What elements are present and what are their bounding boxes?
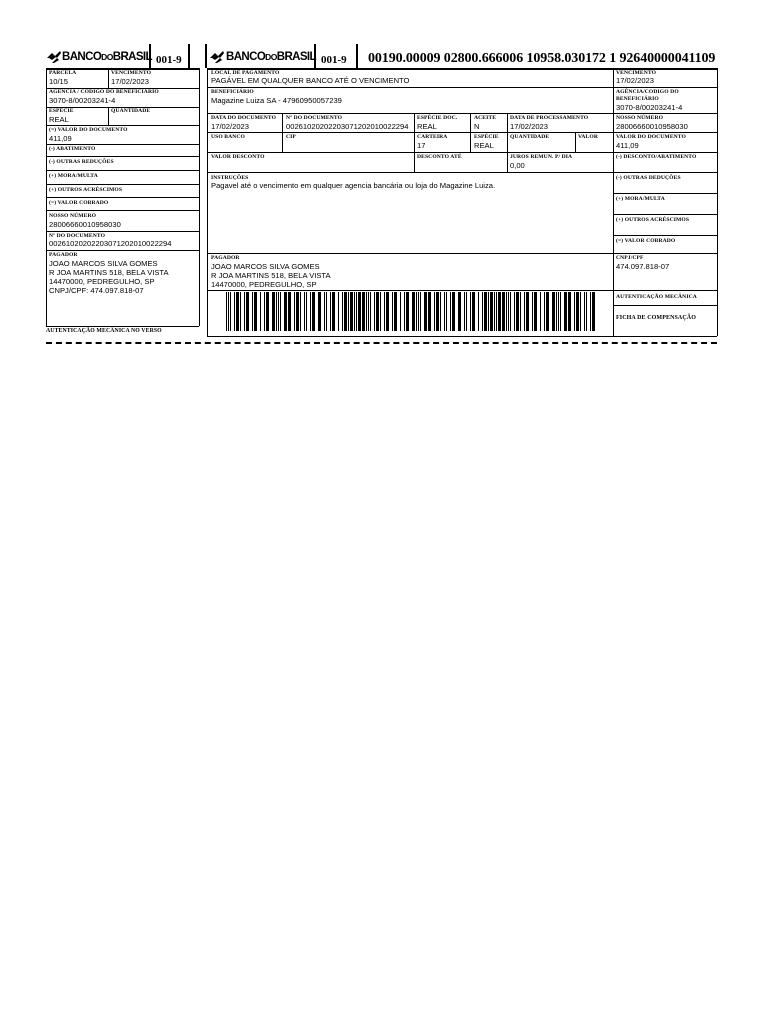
receipt-nosso-numero-label: NOSSO NÚMERO — [49, 213, 97, 219]
cut-line — [46, 342, 717, 344]
bank-logo-text — [226, 52, 316, 64]
bank-name-part2: DO — [265, 52, 277, 62]
juros-label: JUROS REMUN. P/ DIA — [510, 154, 573, 160]
receipt-pagador-cnpj: CNPJ/CPF: 474.097.818-07 — [49, 286, 144, 295]
bank-name-part3: BRASIL — [276, 51, 316, 63]
receipt-outras-reducoes-label: (-) OUTRAS REDUÇÕES — [49, 159, 114, 165]
slip-valor-documento-label: VALOR DO DOCUMENTO — [616, 134, 686, 140]
receipt-agencia-label: AGENCIA / CODIGO DO BENEFICIÁRIO — [49, 89, 159, 95]
data-processamento-value: 17/02/2023 — [510, 122, 549, 131]
receipt-pagador-line1: JOAO MARCOS SILVA GOMES — [49, 259, 158, 268]
bank-name-part3: BRASIL — [112, 51, 152, 63]
bank-logo-text — [62, 52, 152, 64]
slip-valor-documento-value: 411,09 — [616, 141, 639, 150]
aceite-value: N — [474, 122, 480, 131]
receipt-especie-label: ESPÉCIE — [49, 108, 74, 114]
numero-documento-value: 00261020202203071202010022294 — [286, 122, 409, 131]
digitable-line: 00190.00009 02800.666006 10958.030172 1 92640000041109 — [368, 51, 716, 66]
slip-pagador-line3: 14470000, PEDREGULHO, SP — [211, 280, 317, 289]
data-processamento-label: DATA DE PROCESSAMENTO — [510, 115, 589, 121]
aceite-label: ACEITE — [474, 115, 497, 121]
data-documento-label: DATA DO DOCUMENTO — [211, 115, 277, 121]
bank-name-part2: DO — [101, 52, 113, 62]
slip-outras-deducoes-label: (-) OUTRAS DEDUÇÕES — [616, 175, 681, 181]
banco-do-brasil-logo-icon — [46, 50, 62, 66]
cip-label: CIP — [286, 134, 296, 140]
slip-mora-label: (+) MORA/MULTA — [616, 196, 665, 202]
carteira-label: CARTEIRA — [417, 134, 448, 140]
receipt-parcela-label: PARCELA — [49, 70, 77, 76]
banco-do-brasil-logo-icon — [209, 50, 225, 66]
slip-pagador-line1: JOAO MARCOS SILVA GOMES — [211, 262, 320, 271]
beneficiario-label: BENEFICIÁRIO — [211, 89, 254, 95]
receipt-vencimento-label: VENCIMENTO — [111, 70, 152, 76]
receipt-autenticacao-verso: AUTENTICAÇÃO MECÂNICA NO VERSO — [46, 328, 162, 334]
slip-valor-cobrado-label: (=) VALOR COBRADO — [616, 238, 676, 244]
desconto-abatimento-label: (-) DESCONTO/ABATIMENTO — [616, 154, 697, 160]
receipt-numero-documento-value: 00261020202203071202010022294 — [49, 239, 172, 248]
receipt-pagador-label: PAGADOR — [49, 252, 78, 258]
desconto-ate-label: DESCONTO ATÉ — [417, 154, 462, 160]
slip-agencia-value: 3070-8/00203241-4 — [616, 103, 683, 112]
slip-pagador-line2: R JOA MARTINS 518, BELA VISTA — [211, 271, 331, 280]
data-documento-value: 17/02/2023 — [211, 122, 250, 131]
uso-banco-label: USO BANCO — [211, 134, 246, 140]
receipt-valor-cobrado-label: (=) VALOR COBRADO — [49, 200, 109, 206]
receipt-outros-acrescimos-label: (+) OUTROS ACRÉSCIMOS — [49, 187, 123, 193]
slip-agencia-label-line1: AGÊNCIA/CODIGO DO — [616, 89, 679, 95]
autenticacao-mecanica-label: AUTENTICAÇÃO MECÂNICA — [616, 294, 697, 300]
local-pagamento-value: PAGÁVEL EM QUALQUER BANCO ATÉ O VENCIMENTO — [211, 76, 410, 85]
slip-vencimento-value: 17/02/2023 — [616, 76, 655, 85]
receipt-vencimento-value: 17/02/2023 — [111, 77, 150, 86]
cnpj-label: CNPJ/CPF — [616, 255, 644, 261]
cnpj-value: 474.097.818-07 — [616, 262, 670, 271]
receipt-pagador-line2: R JOA MARTINS 518, BELA VISTA — [49, 268, 169, 277]
receipt-mora-label: (+) MORA/MULTA — [49, 173, 98, 179]
slip-especie-value: REAL — [474, 141, 494, 150]
receipt-valor-documento-value: 411,09 — [49, 134, 72, 143]
slip-vencimento-label: VENCIMENTO — [616, 70, 657, 76]
receipt-abatimento-label: (-) ABATIMENTO — [49, 146, 96, 152]
juros-value: 0,00 — [510, 161, 525, 170]
slip-especie-label: ESPÉCIE — [474, 134, 499, 140]
receipt-especie-value: REAL — [49, 115, 69, 124]
receipt-parcela-value: 10/15 — [49, 77, 69, 86]
bank-code: 001-9 — [156, 54, 182, 66]
slip-agencia-label-line2: BENEFICIÁRIO — [616, 96, 659, 102]
slip-outros-acrescimos-label: (+) OUTROS ACRÉSCIMOS — [616, 217, 690, 223]
slip-pagador-label: PAGADOR — [211, 255, 240, 261]
slip-nosso-numero-label: NOSSO NÚMERO — [616, 115, 664, 121]
receipt-valor-documento-label: (=) VALOR DO DOCUMENTO — [49, 127, 128, 133]
slip-valor-label: VALOR — [578, 134, 598, 140]
receipt-nosso-numero-value: 28006660010958030 — [49, 220, 121, 229]
bank-name-part1: BANCO — [226, 51, 266, 63]
slip-bank-code: 001-9 — [321, 54, 347, 66]
receipt-pagador-line3: 14470000, PEDREGULHO, SP — [49, 277, 155, 286]
receipt-quantidade-label: QUANTIDADE — [111, 108, 151, 114]
beneficiario-value: Magazine Luiza SA - 47960950057239 — [211, 96, 342, 105]
ficha-compensacao-label: FICHA DE COMPENSAÇÃO — [616, 315, 697, 321]
receipt-numero-documento-label: Nº DO DOCUMENTO — [49, 233, 106, 239]
local-pagamento-label: LOCAL DE PAGAMENTO — [211, 70, 280, 76]
especie-doc-value: REAL — [417, 122, 437, 131]
carteira-value: 17 — [417, 141, 426, 150]
numero-documento-label: Nº DO DOCUMENTO — [286, 115, 343, 121]
valor-desconto-label: VALOR DESCONTO — [211, 154, 265, 160]
barcode-icon — [226, 292, 600, 331]
instrucoes-value: Pagavel até o vencimento em qualquer agencia bancária ou loja do Magazine Luiza. — [211, 181, 496, 190]
receipt-agencia-value: 3070-8/00203241-4 — [49, 96, 116, 105]
instrucoes-label: INSTRUÇÕES — [211, 175, 249, 181]
especie-doc-label: ESPÉCIE DOC. — [417, 115, 458, 121]
slip-nosso-numero-value: 28006660010958030 — [616, 122, 688, 131]
slip-quantidade-label: QUANTIDADE — [510, 134, 550, 140]
bank-name-part1: BANCO — [62, 51, 102, 63]
